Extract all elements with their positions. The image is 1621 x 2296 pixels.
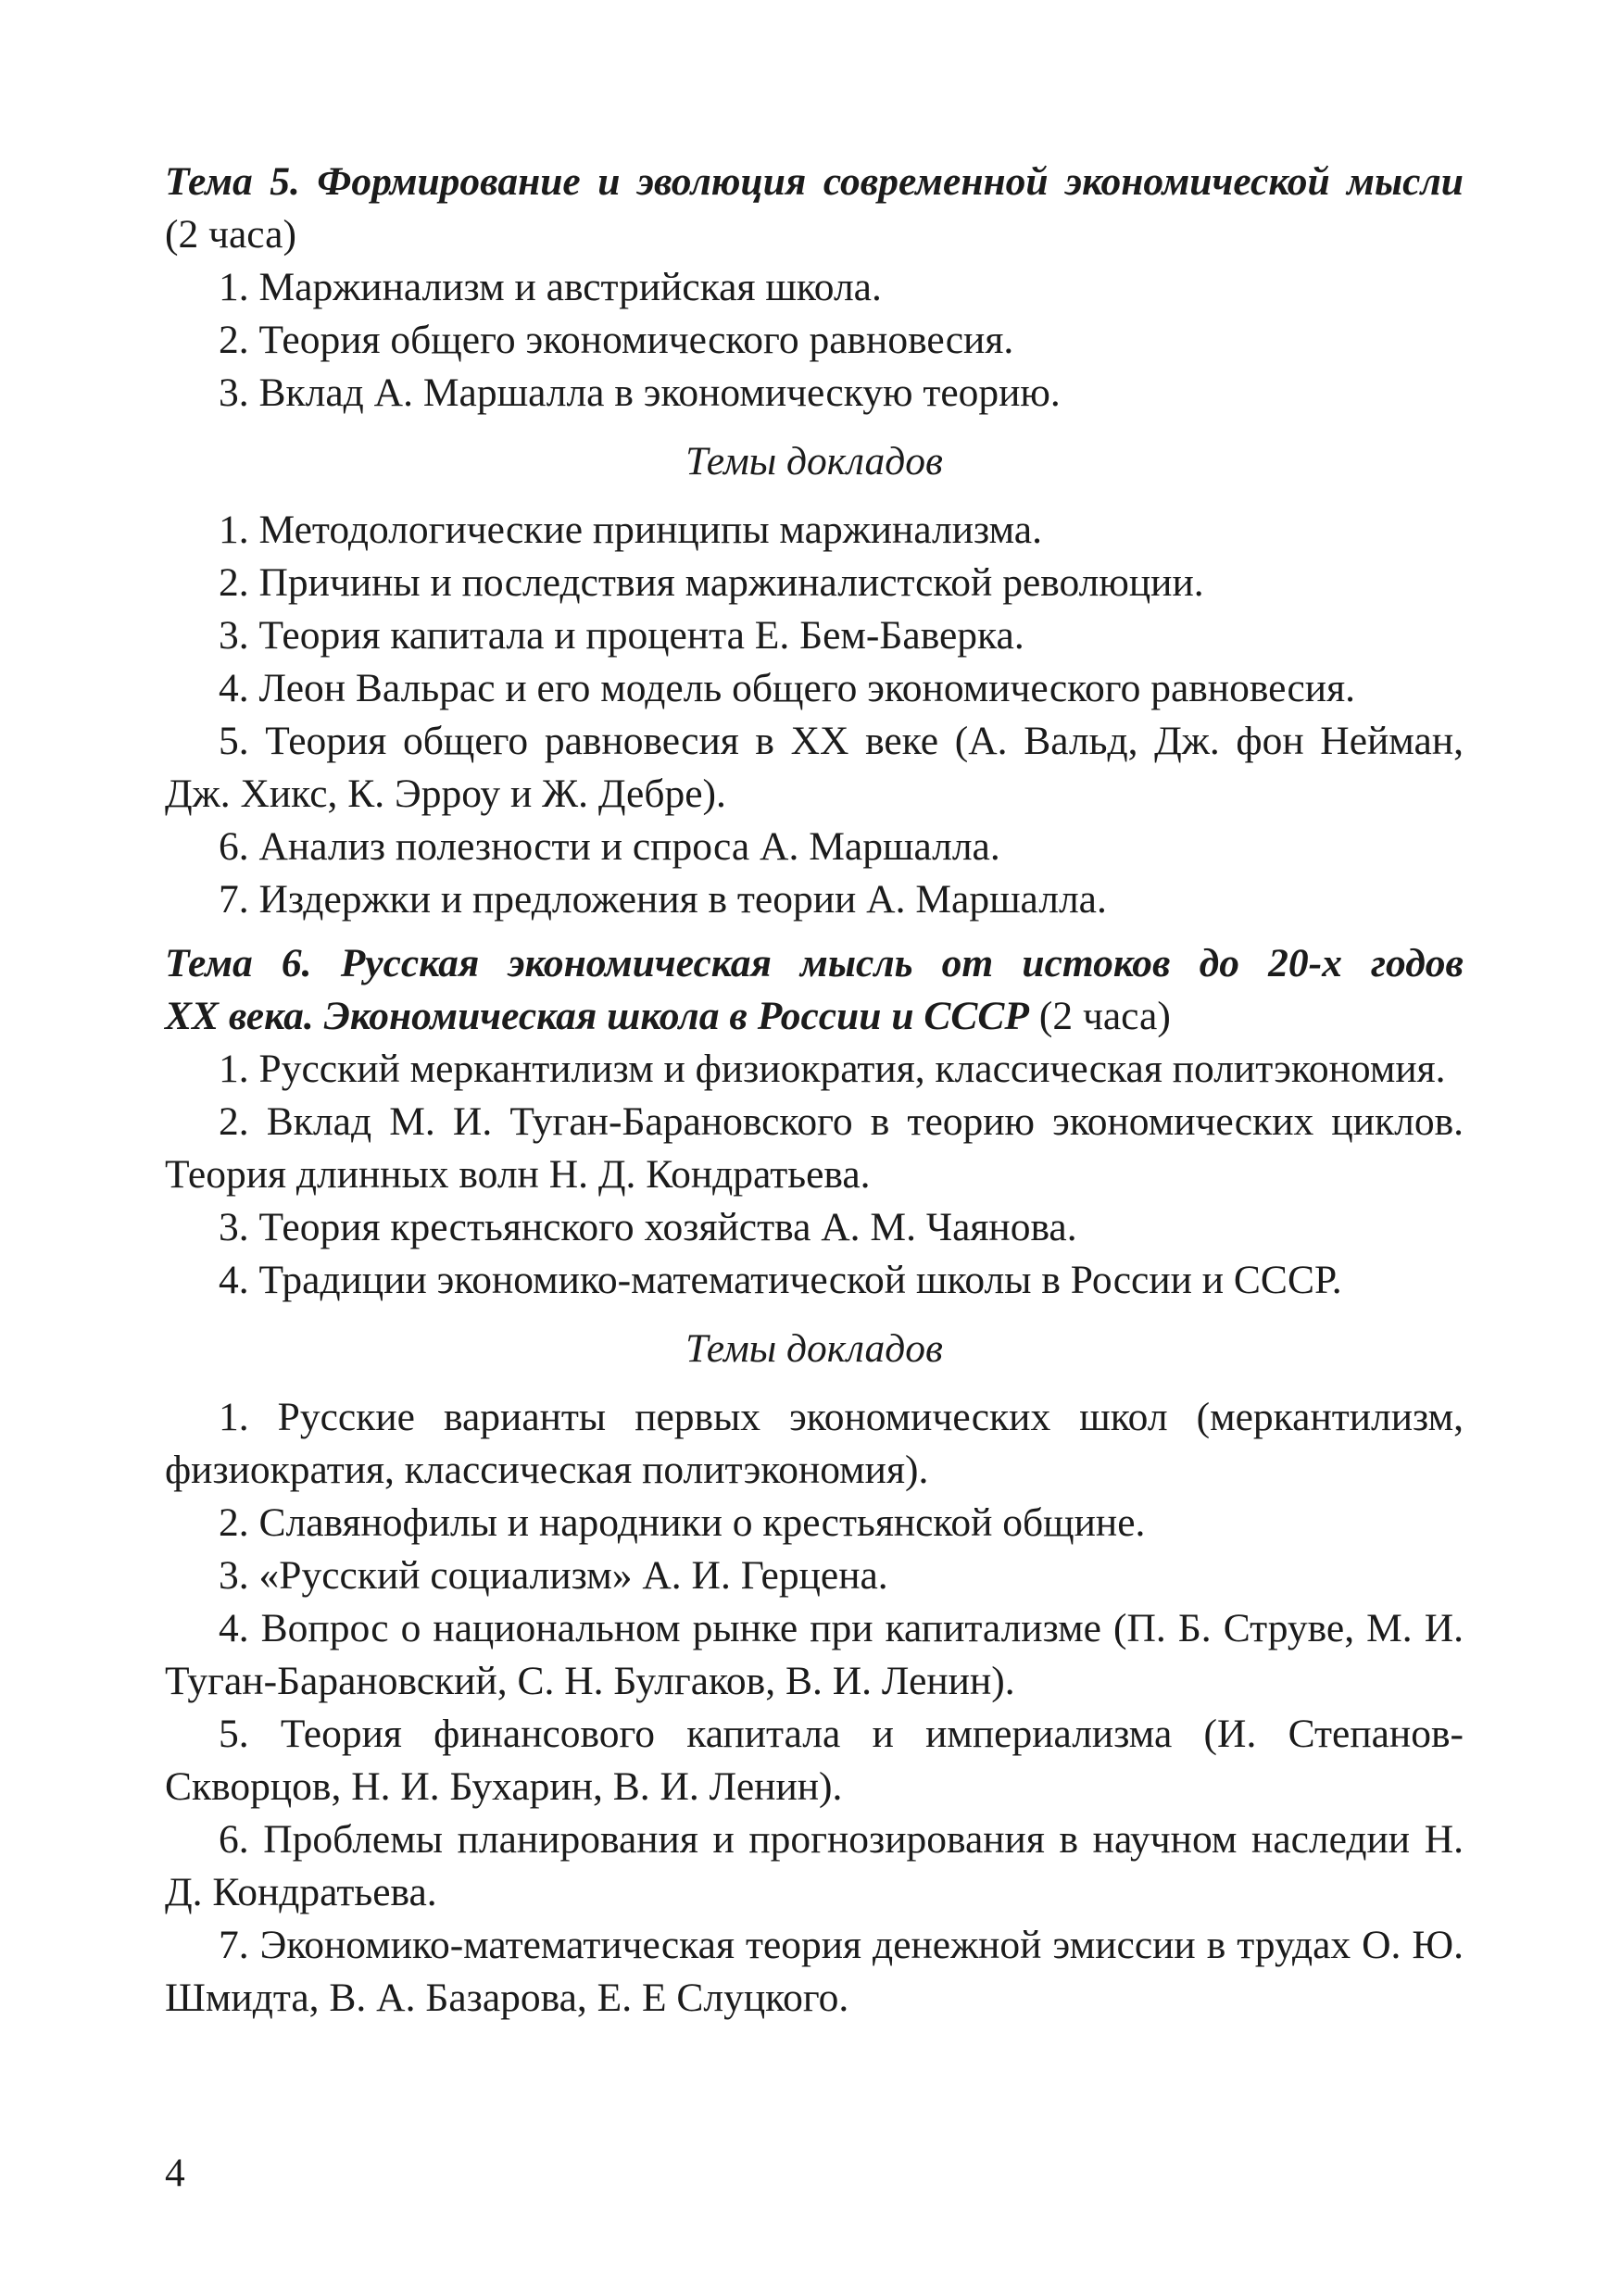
topic-6-heading-continued	[165, 990, 1464, 1043]
topic-6-report: 4. Вопрос о национальном рынке при капитализме (П. Б. Струве, М. И. Туган-Барановский, С. Н. Булгаков, В. И. Ленин).	[165, 1606, 1464, 1703]
topic-6-report: 1. Русские варианты первых экономических школ (меркантилизм, физиократия, классическая политэкономия).	[165, 1395, 1464, 1492]
topic-5-report: 7. Издержки и предложения в теории А. Маршалла.	[219, 877, 1107, 922]
page-number: 4	[165, 2151, 185, 2195]
topic-5-report: 3. Теория капитала и процента Е. Бем-Баверка.	[219, 613, 1024, 658]
topic-6-report: 2. Славянофилы и народники о крестьянской общине.	[219, 1500, 1146, 1545]
topic-5-report: 2. Причины и последствия маржиналистской революции.	[219, 560, 1204, 605]
topic-6-question: 3. Теория крестьянского хозяйства А. М. Чаянова.	[219, 1205, 1077, 1249]
page-content	[165, 156, 1464, 2025]
topic-6-report: 6. Проблемы планирования и прогнозирования в научном наследии Н. Д. Кондратьева.	[165, 1817, 1464, 1914]
topic-5-hours: (2 часа)	[165, 212, 296, 257]
topic-5-reports-title: Темы докладов	[685, 439, 943, 483]
topic-6-question: 2. Вклад М. И. Туган-Барановского в теорию экономических циклов. Теория длинных волн Н. Д. Кондратьева.	[165, 1099, 1464, 1197]
topic-5-question: 2. Теория общего экономического равновесия.	[219, 318, 1014, 362]
topic-6-title-line-1: Тема 6. Русская экономическая мысль от истоков до 20-х годов	[165, 941, 1464, 985]
topic-6-heading	[165, 937, 1464, 990]
topic-6-hours: (2 часа)	[1038, 994, 1171, 1038]
topic-6-report: 5. Теория финансового капитала и империализма (И. Степанов-Скворцов, Н. И. Бухарин, В. И. Ленин).	[165, 1712, 1464, 1809]
topic-6-question: 1. Русский меркантилизм и физиократия, классическая политэкономия.	[219, 1047, 1446, 1091]
topic-5-heading	[165, 156, 1464, 208]
topic-5-question: 1. Маржинализм и австрийская школа.	[219, 265, 882, 309]
topic-5-report: 1. Методологические принципы маржинализма.	[219, 508, 1042, 552]
topic-5-question: 3. Вклад А. Маршалла в экономическую теорию.	[219, 370, 1061, 415]
topic-6-title-line-2: XX века. Экономическая школа в России и СССР	[165, 994, 1029, 1038]
topic-5-title: Тема 5. Формирование и эволюция современной экономической мысли	[165, 159, 1464, 204]
topic-5-report: 5. Теория общего равновесия в XX веке (А. Вальд, Дж. фон Нейман, Дж. Хикс, К. Эрроу и Ж. Дебре).	[165, 719, 1464, 816]
topic-5-report: 4. Леон Вальрас и его модель общего экономического равновесия.	[219, 666, 1355, 710]
topic-6-reports-title: Темы докладов	[685, 1326, 943, 1371]
topic-6-question: 4. Традиции экономико-математической школы в России и СССР.	[219, 1258, 1342, 1302]
topic-5-report: 6. Анализ полезности и спроса А. Маршалла.	[219, 824, 1000, 869]
topic-6-report: 7. Экономико-математическая теория денежной эмиссии в трудах О. Ю. Шмидта, В. А. Базарова, Е. Е Слуцкого.	[165, 1923, 1464, 2020]
topic-6-report: 3. «Русский социализм» А. И. Герцена.	[219, 1553, 888, 1598]
